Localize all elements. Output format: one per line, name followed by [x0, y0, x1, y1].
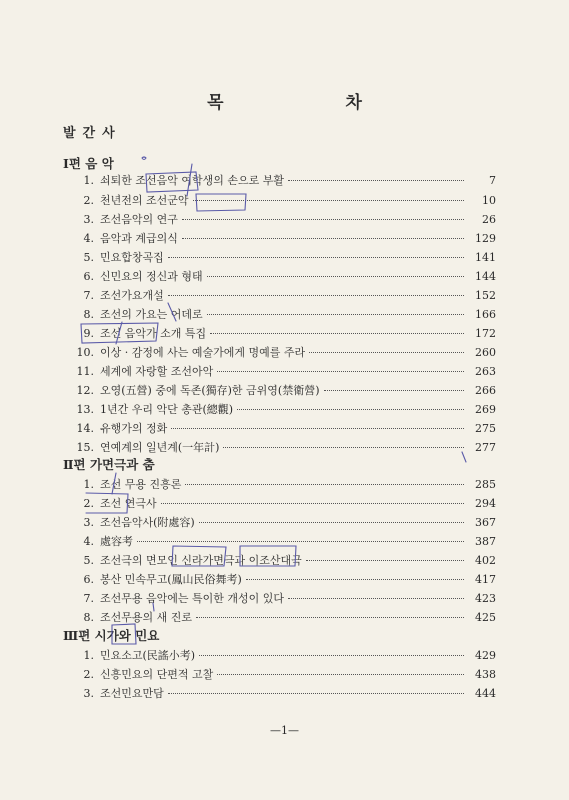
toc-entry[interactable]	[62, 685, 496, 705]
leader-dots	[207, 276, 464, 277]
entry-page: 425	[475, 611, 496, 624]
pen-mark	[142, 157, 146, 160]
leader-dots	[168, 295, 464, 296]
entry-number: 4.	[83, 232, 94, 245]
entry-number: 9.	[83, 327, 94, 340]
entry-number: 5.	[83, 251, 94, 264]
entry-page: 387	[475, 535, 496, 548]
section-1-title: Ⅰ편 음 악	[63, 156, 114, 171]
entry-page: 26	[482, 213, 496, 226]
entry-page: 444	[475, 687, 496, 700]
toc-entry[interactable]	[62, 306, 496, 326]
leader-dots	[288, 180, 464, 181]
entry-page: 367	[475, 516, 496, 529]
entry-title: 연예계의 일년계(一年計)	[100, 441, 220, 454]
entry-page: 141	[475, 251, 496, 264]
leader-dots	[168, 693, 464, 694]
page-title: 목 차	[207, 93, 420, 113]
entry-page: 429	[475, 649, 496, 662]
entry-title: 조선극의 면모인 신라가면극과 이조산대극	[100, 554, 302, 567]
entry-number: 11.	[76, 365, 94, 378]
entry-number: 2.	[83, 668, 94, 681]
leader-dots	[246, 579, 464, 580]
leader-dots	[193, 200, 464, 201]
toc-entry[interactable]	[62, 590, 496, 610]
entry-number: 3.	[83, 687, 94, 700]
toc-entry[interactable]	[62, 401, 496, 421]
leader-dots	[182, 238, 464, 239]
entry-title: 조선 음악가 소개 특집	[100, 327, 207, 340]
leader-dots	[199, 522, 464, 523]
entry-number: 8.	[83, 308, 94, 321]
entry-title: 민요소고(民謠小考)	[100, 649, 196, 662]
toc-entry[interactable]	[62, 268, 496, 288]
toc-entry[interactable]	[62, 647, 496, 667]
entry-page: 285	[475, 478, 496, 491]
entry-title: 세계에 자랑할 조선아악	[100, 365, 214, 378]
entry-page: 144	[475, 270, 496, 283]
entry-title: 조선민요만담	[100, 687, 164, 700]
entry-title: 조선음악사(附處容)	[100, 516, 195, 529]
leader-dots	[182, 219, 464, 220]
toc-entry[interactable]	[62, 533, 496, 553]
entry-number: 2.	[83, 497, 94, 510]
leader-dots	[137, 541, 464, 542]
leader-dots	[237, 409, 464, 410]
entry-number: 1.	[83, 649, 94, 662]
entry-page: 263	[475, 365, 496, 378]
entry-number: 6.	[83, 270, 94, 283]
entry-number: 14.	[76, 422, 94, 435]
entry-page: 294	[475, 497, 496, 510]
toc-entry[interactable]	[62, 249, 496, 269]
toc-entry[interactable]	[62, 420, 496, 440]
entry-page: 7	[489, 174, 496, 187]
toc-entry[interactable]	[62, 552, 496, 572]
entry-page: 260	[475, 346, 496, 359]
toc-entry[interactable]	[62, 172, 496, 192]
entry-title: 조선 연극사	[100, 497, 157, 510]
entry-number: 12.	[76, 384, 94, 397]
entry-page: 417	[475, 573, 496, 586]
entry-page: 423	[475, 592, 496, 605]
entry-title: 조선가요개설	[100, 289, 164, 302]
entry-number: 3.	[83, 516, 94, 529]
page-number: —1—	[270, 724, 299, 737]
entry-number: 4.	[83, 535, 94, 548]
entry-page: 152	[475, 289, 496, 302]
entry-page: 275	[475, 422, 496, 435]
entry-title: 민요합창곡집	[100, 251, 164, 264]
toc-entry[interactable]	[62, 666, 496, 686]
entry-title: 음악과 계급의식	[100, 232, 178, 245]
entry-number: 15.	[76, 441, 94, 454]
entry-number: 6.	[83, 573, 94, 586]
entry-title: 신흥민요의 단편적 고찰	[100, 668, 214, 681]
leader-dots	[306, 560, 464, 561]
entry-page: 269	[475, 403, 496, 416]
entry-title: 쇠퇴한 조선음악 여학생의 손으로 부활	[100, 174, 285, 187]
entry-title: 봉산 민속무고(鳳山民俗舞考)	[100, 573, 242, 586]
leader-dots	[161, 503, 464, 504]
leader-dots	[196, 617, 464, 618]
entry-number: 2.	[83, 194, 94, 207]
toc-entry[interactable]	[62, 230, 496, 250]
entry-page: 266	[475, 384, 496, 397]
entry-number: 8.	[83, 611, 94, 624]
entry-title: 신민요의 정신과 형태	[100, 270, 203, 283]
entry-title: 조선의 가요는 어데로	[100, 308, 203, 321]
leader-dots	[309, 352, 464, 353]
toc-entry[interactable]	[62, 325, 496, 345]
toc-entry[interactable]	[62, 382, 496, 402]
leader-dots	[185, 484, 464, 485]
entry-page: 277	[475, 441, 496, 454]
toc-entry[interactable]	[62, 211, 496, 231]
toc-entry[interactable]	[62, 192, 496, 212]
entry-number: 1.	[83, 174, 94, 187]
leader-dots	[324, 390, 465, 391]
entry-number: 5.	[83, 554, 94, 567]
toc-entry[interactable]	[62, 476, 496, 496]
entry-title: 조선음악의 연구	[100, 213, 178, 226]
entry-title: 유행가의 정화	[100, 422, 168, 435]
entry-page: 10	[482, 194, 496, 207]
entry-page: 402	[475, 554, 496, 567]
section-3-title: Ⅲ편 시가와 민요	[63, 628, 160, 643]
leader-dots	[217, 371, 464, 372]
entry-title: 조선 무용 진흥론	[100, 478, 182, 491]
entry-title: 1년간 우리 악단 총관(總觀)	[100, 403, 234, 416]
entry-title: 조선무용 음악에는 특이한 개성이 있다	[100, 592, 285, 605]
leader-dots	[168, 257, 464, 258]
toc-entry[interactable]	[62, 514, 496, 534]
entry-page: 172	[475, 327, 496, 340]
toc-entry[interactable]	[62, 344, 496, 364]
entry-number: 10.	[76, 346, 94, 359]
entry-page: 438	[475, 668, 496, 681]
section-2-title: Ⅱ편 가면극과 춤	[63, 457, 155, 472]
toc-entry[interactable]	[62, 287, 496, 307]
toc-entry[interactable]	[62, 363, 496, 383]
entry-number: 13.	[76, 403, 94, 416]
preface-heading: 발간사	[63, 126, 122, 141]
entry-number: 1.	[83, 478, 94, 491]
toc-entry[interactable]	[62, 495, 496, 515]
toc-entry[interactable]	[62, 571, 496, 591]
entry-number: 3.	[83, 213, 94, 226]
entry-title: 조선무용의 새 진로	[100, 611, 193, 624]
leader-dots	[210, 333, 464, 334]
entry-number: 7.	[83, 592, 94, 605]
entry-page: 129	[475, 232, 496, 245]
entry-title: 이상 · 감정에 사는 예술가에게 명예를 주라	[100, 346, 306, 359]
leader-dots	[288, 598, 464, 599]
entry-page: 166	[475, 308, 496, 321]
leader-dots	[223, 447, 464, 448]
entry-title: 處容考	[100, 535, 133, 548]
entry-title: 천년전의 조선군악	[100, 194, 189, 207]
leader-dots	[207, 314, 464, 315]
leader-dots	[171, 428, 464, 429]
leader-dots	[199, 655, 464, 656]
entry-number: 7.	[83, 289, 94, 302]
leader-dots	[217, 674, 464, 675]
entry-title: 오영(五營) 중에 독존(獨存)한 금위영(禁衛營)	[100, 384, 320, 397]
